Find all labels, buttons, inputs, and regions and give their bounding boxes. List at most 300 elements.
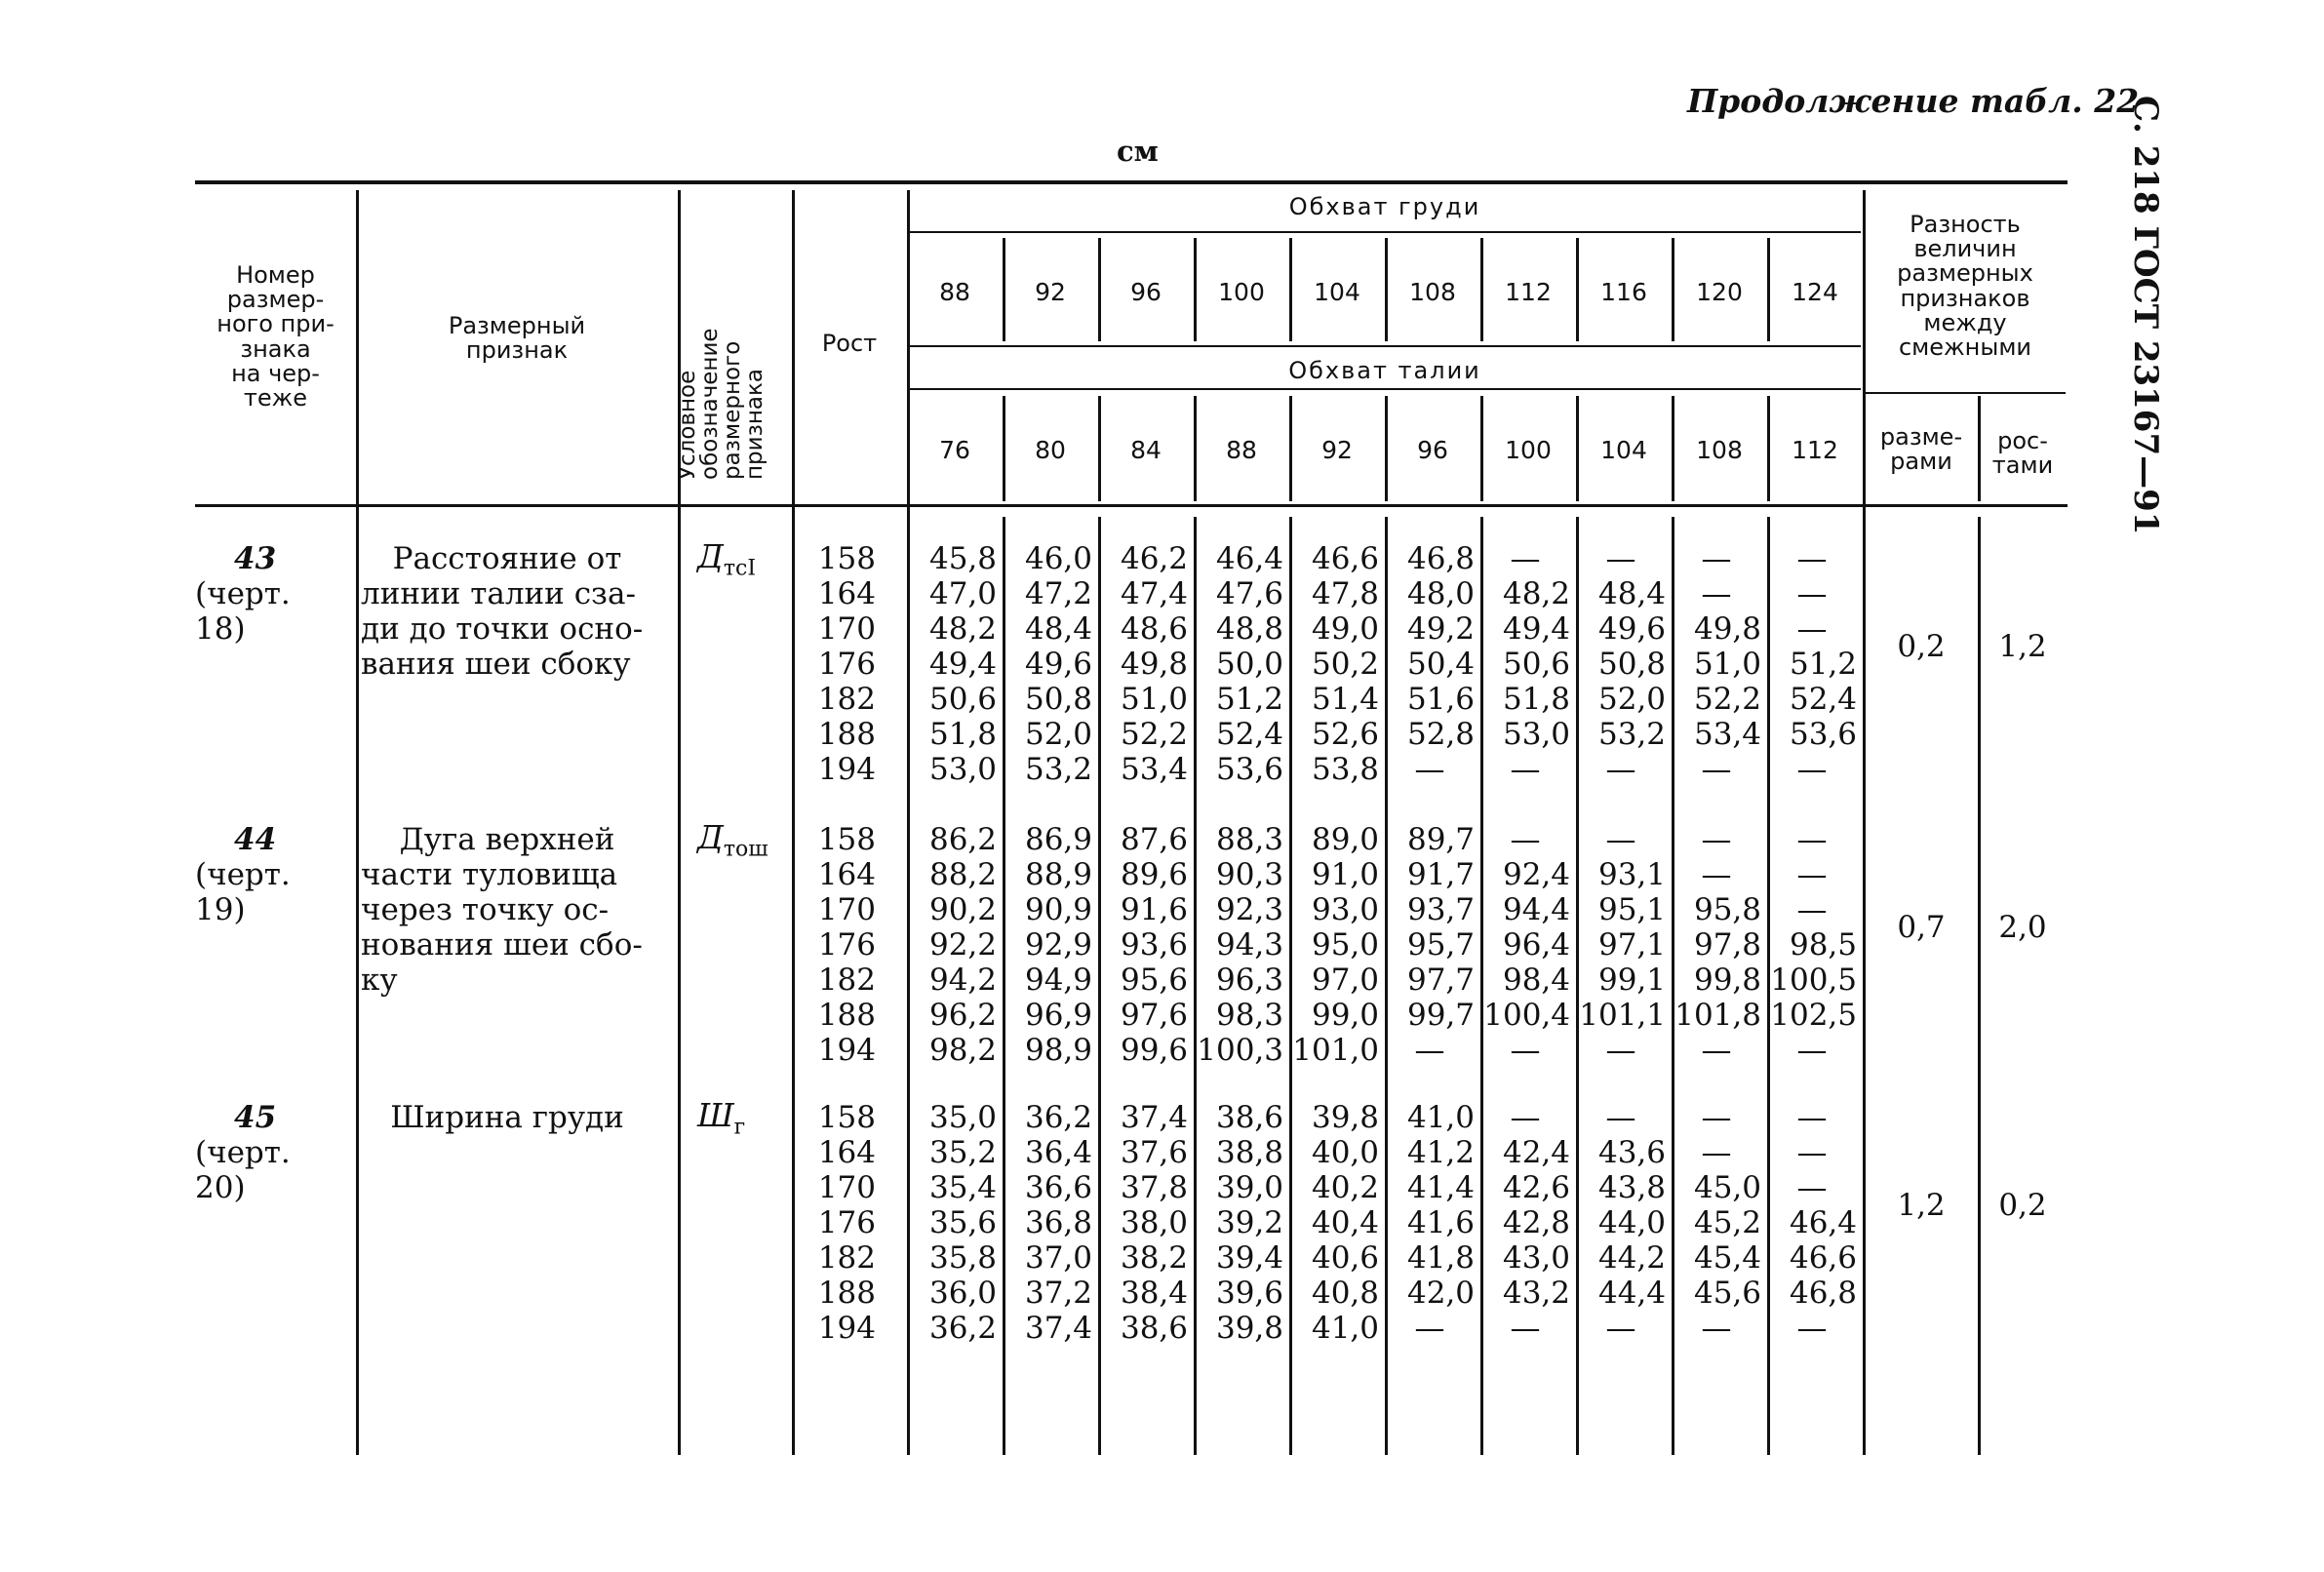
feature-symbol-45	[697, 1096, 745, 1140]
measurement-cell: 48,0	[1406, 576, 1475, 611]
measurement-cell: 93,6	[1120, 927, 1188, 963]
measurement-cell: 51,4	[1311, 682, 1379, 717]
feature-number-header-line: размер-	[226, 286, 325, 314]
difference-by-sizes-44: 0,7	[1897, 910, 1946, 945]
drawing-reference: (черт.	[195, 1135, 291, 1170]
chest-value-112: 112	[1505, 278, 1552, 306]
size-column-45-116	[1576, 1100, 1666, 1346]
height-value: 182	[817, 682, 876, 717]
measurement-cell: —	[1605, 752, 1636, 787]
measurement-cell: 37,8	[1120, 1170, 1188, 1205]
feature-number-45	[195, 1100, 332, 1205]
measurement-cell: 88,2	[928, 857, 997, 892]
measurement-cell: 42,0	[1406, 1276, 1475, 1311]
feature-name-line: через точку ос-	[361, 892, 610, 927]
column-divider-4	[1863, 190, 1866, 1455]
measurement-cell: —	[1796, 1170, 1828, 1205]
symbol-header-line: Условное	[675, 370, 700, 480]
measurement-cell: 46,6	[1789, 1240, 1857, 1276]
measurement-cell: 50,4	[1406, 647, 1475, 682]
measurement-cell: 42,8	[1502, 1205, 1570, 1240]
size-column-45-100	[1194, 1100, 1283, 1346]
feature-name-header-line: признак	[465, 336, 569, 365]
measurement-cell: 100,3	[1197, 1033, 1283, 1068]
feature-number-header-line: на чер-	[231, 359, 320, 387]
measurement-cell: —	[1605, 1033, 1636, 1068]
measurement-cell: 46,4	[1215, 541, 1283, 576]
measurement-cell: —	[1605, 541, 1636, 576]
measurement-cell: —	[1414, 1311, 1445, 1346]
measurement-cell: 41,0	[1311, 1311, 1379, 1346]
measurement-cell: 91,6	[1120, 892, 1188, 927]
measurement-cell: 96,3	[1215, 963, 1283, 998]
measurement-cell: 49,4	[1502, 611, 1570, 647]
drawing-reference: (черт.	[195, 857, 291, 892]
measurement-cell: 90,3	[1215, 857, 1283, 892]
measurement-cell: 52,6	[1311, 717, 1379, 752]
by-sizes-header-line: рами	[1890, 448, 1952, 476]
difference-header-line: смежными	[1898, 333, 2032, 361]
size-column-44-92	[1003, 822, 1092, 1068]
measurement-cell: 95,8	[1693, 892, 1761, 927]
measurement-cell: —	[1510, 752, 1541, 787]
height-value: 182	[817, 1240, 876, 1276]
measurement-cell: —	[1510, 1100, 1541, 1135]
measurement-cell: 89,6	[1120, 857, 1188, 892]
height-value: 170	[817, 1170, 876, 1205]
feature-name-line: вания шеи сбоку	[361, 647, 631, 682]
measurement-cell: 45,6	[1693, 1276, 1761, 1311]
measurement-cell: 46,2	[1120, 541, 1188, 576]
measurement-cell: 48,6	[1120, 611, 1188, 647]
height-value: 176	[817, 927, 876, 963]
measurement-cell: —	[1701, 1311, 1732, 1346]
measurement-cell: 51,2	[1789, 647, 1857, 682]
feature-name-line: Ширина груди	[390, 1100, 624, 1135]
measurement-cell: —	[1796, 1311, 1828, 1346]
measurement-cell: —	[1414, 752, 1445, 787]
measurement-cell: 86,2	[928, 822, 997, 857]
size-column-43-104	[1289, 541, 1379, 787]
measurement-cell: 37,4	[1024, 1311, 1092, 1346]
measurement-cell: 36,2	[928, 1311, 997, 1346]
measurement-cell: 51,0	[1693, 647, 1761, 682]
height-value: 164	[817, 1135, 876, 1170]
measurement-cell: —	[1510, 1311, 1541, 1346]
by-heights-header	[1980, 429, 2066, 478]
height-value: 188	[817, 717, 876, 752]
measurement-cell: —	[1605, 1311, 1636, 1346]
drawing-reference: 20)	[195, 1170, 246, 1205]
measurement-cell: 97,1	[1597, 927, 1666, 963]
size-column-43-112	[1480, 541, 1570, 787]
measurement-cell: 39,8	[1311, 1100, 1379, 1135]
measurement-cell: 35,2	[928, 1135, 997, 1170]
measurement-cell: 40,6	[1311, 1240, 1379, 1276]
size-column-43-92	[1003, 541, 1092, 787]
height-value: 158	[817, 541, 876, 576]
difference-header-line: Разность	[1910, 211, 2021, 238]
measurement-cell: 50,2	[1311, 647, 1379, 682]
measurement-cell: 50,0	[1215, 647, 1283, 682]
chest-value-104: 104	[1314, 278, 1360, 306]
measurement-cell: 98,3	[1215, 998, 1283, 1033]
measurement-cell: 48,4	[1597, 576, 1666, 611]
measurement-cell: —	[1796, 1100, 1828, 1135]
measurement-cell: 53,6	[1789, 717, 1857, 752]
measurement-cell: 38,6	[1215, 1100, 1283, 1135]
measurement-cell: 89,7	[1406, 822, 1475, 857]
measurement-cell: 50,8	[1024, 682, 1092, 717]
measurement-cell: —	[1414, 1033, 1445, 1068]
measurement-cell: —	[1701, 1033, 1732, 1068]
chest-value-116: 116	[1600, 278, 1647, 306]
measurement-cell: 99,1	[1597, 963, 1666, 998]
measurement-cell: 51,8	[928, 717, 997, 752]
measurement-cell: 51,8	[1502, 682, 1570, 717]
feature-symbol-44	[697, 818, 768, 862]
measurement-cell: 39,8	[1215, 1311, 1283, 1346]
feature-number-header-line: теже	[243, 383, 308, 412]
measurement-cell: 37,2	[1024, 1276, 1092, 1311]
size-column-43-124	[1767, 541, 1857, 787]
measurement-cell: —	[1605, 1100, 1636, 1135]
measurement-cell: 48,2	[1502, 576, 1570, 611]
size-column-44-100	[1194, 822, 1283, 1068]
feature-name-line: линии талии сза-	[361, 576, 636, 611]
height-value: 158	[817, 822, 876, 857]
measurement-cell: 53,2	[1597, 717, 1666, 752]
column-divider-0	[356, 190, 359, 1455]
chest-values-rule	[909, 345, 1861, 347]
measurement-cell: 39,6	[1215, 1276, 1283, 1311]
symbol-subscript: тош	[723, 837, 768, 862]
measurement-cell: 49,8	[1693, 611, 1761, 647]
feature-number-header-line: ного при-	[217, 310, 335, 338]
symbol-header	[675, 328, 768, 480]
page-header: Продолжение табл. 22	[1687, 82, 2140, 120]
size-column-43-100	[1194, 541, 1283, 787]
size-column-45-88	[907, 1100, 997, 1346]
measurement-cell: 41,4	[1406, 1170, 1475, 1205]
drawing-reference: 19)	[195, 892, 246, 927]
measurement-cell: 41,8	[1406, 1240, 1475, 1276]
measurement-cell: 40,4	[1311, 1205, 1379, 1240]
measurement-cell: 100,5	[1770, 963, 1857, 998]
drawing-reference: 18)	[195, 611, 246, 647]
measurement-cell: 44,4	[1597, 1276, 1666, 1311]
symbol-header-line: размерного	[720, 340, 745, 480]
height-value: 164	[817, 576, 876, 611]
measurement-cell: 90,2	[928, 892, 997, 927]
measurement-cell: 102,5	[1770, 998, 1857, 1033]
waist-value-104: 104	[1600, 436, 1647, 464]
height-value: 194	[817, 1033, 876, 1068]
feature-number-value: 43	[234, 541, 277, 576]
difference-header-line: размерных	[1897, 259, 2033, 288]
measurement-cell: 97,8	[1693, 927, 1761, 963]
size-column-45-96	[1098, 1100, 1188, 1346]
measurement-cell: 39,2	[1215, 1205, 1283, 1240]
measurement-cell: 36,2	[1024, 1100, 1092, 1135]
measurement-cell: —	[1796, 541, 1828, 576]
measurement-cell: —	[1796, 892, 1828, 927]
size-column-43-108	[1385, 541, 1475, 787]
waist-value-80: 80	[1035, 436, 1066, 464]
difference-header	[1865, 213, 2066, 360]
feature-symbol-43	[697, 537, 756, 581]
measurement-cell: 43,0	[1502, 1240, 1570, 1276]
measurement-cell: 96,9	[1024, 998, 1092, 1033]
by-heights-header-line: тами	[1991, 452, 2054, 480]
measurement-cell: 97,0	[1311, 963, 1379, 998]
measurement-cell: 88,9	[1024, 857, 1092, 892]
measurement-cell: —	[1701, 1100, 1732, 1135]
measurement-cell: 43,8	[1597, 1170, 1666, 1205]
measurement-cell: 52,2	[1120, 717, 1188, 752]
measurement-cell: —	[1510, 822, 1541, 857]
measurement-cell: 52,0	[1597, 682, 1666, 717]
measurement-cell: 47,2	[1024, 576, 1092, 611]
waist-value-96: 96	[1417, 436, 1448, 464]
measurement-cell: 36,8	[1024, 1205, 1092, 1240]
size-column-45-92	[1003, 1100, 1092, 1346]
measurement-cell: 37,4	[1120, 1100, 1188, 1135]
measurement-cell: 92,4	[1502, 857, 1570, 892]
measurement-cell: —	[1701, 576, 1732, 611]
measurement-cell: 98,4	[1502, 963, 1570, 998]
measurement-cell: 52,4	[1215, 717, 1283, 752]
measurement-cell: 95,1	[1597, 892, 1666, 927]
measurement-cell: 44,2	[1597, 1240, 1666, 1276]
measurement-cell: —	[1796, 857, 1828, 892]
measurement-cell: 98,9	[1024, 1033, 1092, 1068]
size-column-44-124	[1767, 822, 1857, 1068]
feature-number-44	[195, 822, 332, 927]
measurement-cell: 98,5	[1789, 927, 1857, 963]
height-column-45	[792, 1100, 876, 1346]
measurement-cell: —	[1701, 857, 1732, 892]
feature-name-line: нования шеи сбо-	[361, 927, 643, 963]
size-column-43-96	[1098, 541, 1188, 787]
by-sizes-header	[1865, 425, 1978, 474]
waist-value-100: 100	[1505, 436, 1552, 464]
measurement-cell: 50,8	[1597, 647, 1666, 682]
size-column-44-116	[1576, 822, 1666, 1068]
measurement-cell: 38,2	[1120, 1240, 1188, 1276]
measurement-cell: 96,2	[928, 998, 997, 1033]
measurement-cell: 93,1	[1597, 857, 1666, 892]
waist-group-rule	[909, 388, 1861, 390]
unit-label: см	[1117, 135, 1159, 168]
measurement-cell: 47,8	[1311, 576, 1379, 611]
measurement-cell: —	[1796, 576, 1828, 611]
size-column-45-112	[1480, 1100, 1570, 1346]
measurement-cell: 36,0	[928, 1276, 997, 1311]
measurement-cell: 89,0	[1311, 822, 1379, 857]
height-value: 170	[817, 611, 876, 647]
measurement-cell: 99,6	[1120, 1033, 1188, 1068]
measurement-cell: 99,7	[1406, 998, 1475, 1033]
measurement-cell: 35,4	[928, 1170, 997, 1205]
measurement-cell: 44,0	[1597, 1205, 1666, 1240]
measurement-cell: 86,9	[1024, 822, 1092, 857]
measurement-cell: 43,6	[1597, 1135, 1666, 1170]
height-value: 164	[817, 857, 876, 892]
difference-group-rule	[1865, 392, 2066, 394]
measurement-cell: 43,2	[1502, 1276, 1570, 1311]
measurement-cell: 40,2	[1311, 1170, 1379, 1205]
header-bottom-rule	[195, 504, 2068, 507]
measurement-cell: 52,8	[1406, 717, 1475, 752]
feature-number-value: 45	[234, 1100, 277, 1135]
measurement-cell: 51,0	[1120, 682, 1188, 717]
waist-value-92: 92	[1321, 436, 1353, 464]
chest-value-100: 100	[1218, 278, 1265, 306]
feature-number-header	[195, 263, 356, 411]
measurement-cell: 46,0	[1024, 541, 1092, 576]
side-page-label-text: С. 218 ГОСТ 23167—91	[2126, 96, 2165, 535]
measurement-cell: 49,8	[1120, 647, 1188, 682]
measurement-cell: 97,7	[1406, 963, 1475, 998]
chest-value-96: 96	[1130, 278, 1162, 306]
measurement-cell: 39,4	[1215, 1240, 1283, 1276]
measurement-cell: 46,6	[1311, 541, 1379, 576]
measurement-cell: 39,0	[1215, 1170, 1283, 1205]
chest-value-120: 120	[1696, 278, 1743, 306]
feature-name-line: Дуга верхней	[399, 822, 615, 857]
measurement-cell: 41,0	[1406, 1100, 1475, 1135]
measurement-cell: 53,0	[1502, 717, 1570, 752]
feature-name-header-line: Размерный	[448, 312, 586, 339]
height-value: 182	[817, 963, 876, 998]
drawing-reference: (черт.	[195, 576, 291, 611]
measurement-cell: —	[1796, 1135, 1828, 1170]
chest-value-92: 92	[1035, 278, 1066, 306]
measurement-cell: 41,2	[1406, 1135, 1475, 1170]
height-value: 194	[817, 752, 876, 787]
measurement-cell: 53,8	[1311, 752, 1379, 787]
measurement-cell: 47,0	[928, 576, 997, 611]
measurement-cell: 46,8	[1789, 1276, 1857, 1311]
measurement-cell: 95,7	[1406, 927, 1475, 963]
table-top-rule	[195, 180, 2068, 184]
measurement-cell: —	[1796, 1033, 1828, 1068]
measurement-cell: 47,4	[1120, 576, 1188, 611]
measurement-cell: 87,6	[1120, 822, 1188, 857]
chest-value-124: 124	[1792, 278, 1838, 306]
feature-name-43	[361, 541, 653, 682]
waist-group-header: Обхват талии	[1288, 357, 1481, 384]
measurement-cell: 35,6	[928, 1205, 997, 1240]
measurement-cell: —	[1701, 1135, 1732, 1170]
feature-name-header	[356, 314, 678, 363]
feature-name-line: части туловища	[361, 857, 618, 892]
measurement-cell: 92,9	[1024, 927, 1092, 963]
feature-number-header-line: знака	[240, 334, 311, 363]
size-column-44-108	[1385, 822, 1475, 1068]
height-value: 188	[817, 1276, 876, 1311]
measurement-cell: 38,4	[1120, 1276, 1188, 1311]
measurement-cell: 45,4	[1693, 1240, 1761, 1276]
measurement-cell: 96,4	[1502, 927, 1570, 963]
waist-value-112: 112	[1792, 436, 1838, 464]
height-value: 194	[817, 1311, 876, 1346]
measurement-cell: 42,4	[1502, 1135, 1570, 1170]
measurement-cell: —	[1701, 822, 1732, 857]
measurement-cell: 49,6	[1597, 611, 1666, 647]
measurement-cell: 93,7	[1406, 892, 1475, 927]
measurement-cell: 101,0	[1292, 1033, 1379, 1068]
symbol-header-line: обозначение	[697, 328, 723, 480]
measurement-cell: —	[1510, 541, 1541, 576]
measurement-cell: 36,6	[1024, 1170, 1092, 1205]
symbol-letter: Д	[697, 537, 724, 575]
waist-value-76: 76	[939, 436, 970, 464]
by-sizes-header-line: разме-	[1879, 423, 1963, 451]
height-header: Рост	[821, 330, 878, 357]
measurement-cell: —	[1701, 541, 1732, 576]
measurement-cell: 98,2	[928, 1033, 997, 1068]
measurement-cell: —	[1796, 752, 1828, 787]
symbol-subscript: тсI	[723, 556, 757, 581]
chest-group-rule	[909, 231, 1861, 233]
difference-by-sizes-45: 1,2	[1897, 1188, 1946, 1223]
measurement-cell: 91,7	[1406, 857, 1475, 892]
measurement-cell: 40,0	[1311, 1135, 1379, 1170]
measurement-cell: —	[1701, 752, 1732, 787]
feature-number-header-line: Номер	[236, 261, 315, 289]
feature-number-value: 44	[234, 822, 277, 857]
feature-name-line: ди до точки осно-	[361, 611, 644, 647]
size-column-45-104	[1289, 1100, 1379, 1346]
measurement-cell: 90,9	[1024, 892, 1092, 927]
chest-group-header: Обхват груди	[1288, 193, 1481, 220]
measurement-cell: 49,6	[1024, 647, 1092, 682]
measurement-cell: 50,6	[928, 682, 997, 717]
measurement-cell: 94,4	[1502, 892, 1570, 927]
measurement-cell: 50,6	[1502, 647, 1570, 682]
measurement-cell: 35,0	[928, 1100, 997, 1135]
measurement-cell: 38,8	[1215, 1135, 1283, 1170]
measurement-cell: 45,2	[1693, 1205, 1761, 1240]
measurement-cell: 48,2	[928, 611, 997, 647]
measurement-cell: 35,8	[928, 1240, 997, 1276]
height-value: 176	[817, 647, 876, 682]
measurement-cell: 88,3	[1215, 822, 1283, 857]
size-column-45-108	[1385, 1100, 1475, 1346]
symbol-subscript: г	[733, 1115, 746, 1140]
measurement-cell: 93,0	[1311, 892, 1379, 927]
measurement-cell: 42,6	[1502, 1170, 1570, 1205]
difference-header-line: между	[1923, 308, 2007, 336]
by-heights-header-line: рос-	[1997, 427, 2048, 454]
measurement-cell: 101,8	[1674, 998, 1761, 1033]
feature-name-line: ку	[361, 963, 398, 998]
difference-by-heights-44: 2,0	[1998, 910, 2047, 945]
feature-name-44	[361, 822, 653, 998]
size-column-44-120	[1672, 822, 1761, 1068]
waist-value-84: 84	[1130, 436, 1162, 464]
measurement-cell: —	[1796, 822, 1828, 857]
measurement-cell: 40,8	[1311, 1276, 1379, 1311]
measurement-cell: 51,6	[1406, 682, 1475, 717]
size-column-45-120	[1672, 1100, 1761, 1346]
measurement-cell: 53,2	[1024, 752, 1092, 787]
measurement-cell: 95,6	[1120, 963, 1188, 998]
measurement-cell: —	[1510, 1033, 1541, 1068]
chest-value-108: 108	[1409, 278, 1456, 306]
